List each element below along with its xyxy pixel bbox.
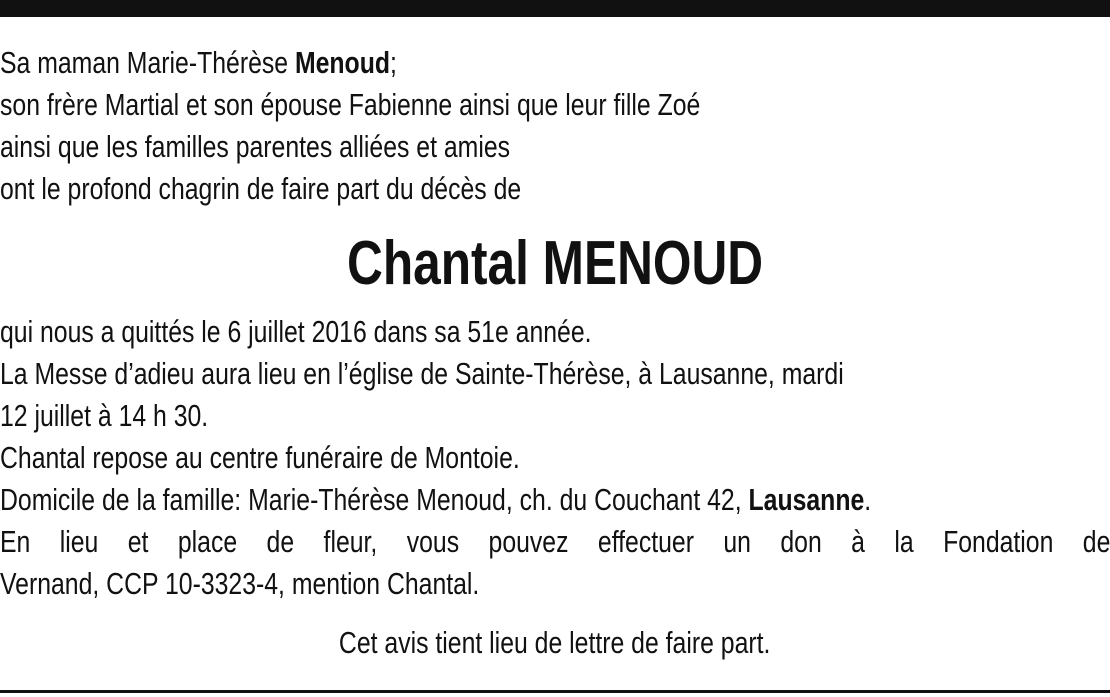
closing-text: Cet avis tient lieu de lettre de faire part. xyxy=(339,625,771,660)
deceased-name-block xyxy=(0,222,1110,306)
details-line-date: qui nous a quittés le 6 juillet 2016 dans sa 51e année. xyxy=(0,314,592,349)
intro-line-announcement: ont le profond chagrin de faire part du décès de xyxy=(0,171,522,206)
intro-line-brother: son frère Martial et son épouse Fabienne ainsi que leur fille Zoé xyxy=(0,87,701,122)
details-line-mass-time: 12 juillet à 14 h 30. xyxy=(0,398,209,433)
bottom-rule xyxy=(0,690,1110,693)
notice-details xyxy=(0,311,1110,605)
details-line-ccp: Vernand, CCP 10-3323-4, mention Chantal. xyxy=(0,566,480,601)
details-line-domicile: Domicile de la famille: Marie-Thérèse Menoud, ch. du Couchant 42, Lausanne. xyxy=(0,482,872,517)
notice-intro xyxy=(0,42,1110,210)
intro-line-mother: Sa maman Marie-Thérèse Menoud; xyxy=(0,45,397,80)
deceased-name: Chantal MENOUD xyxy=(346,229,764,298)
details-line-donation: En lieu et place de fleur, vous pouvez effectuer un don à la Fondation de xyxy=(0,524,1110,559)
domicile-city: Lausanne xyxy=(748,482,865,517)
top-rule xyxy=(0,0,1110,17)
details-line-mass: La Messe d’adieu aura lieu en l’église de Sainte-Thérèse, à Lausanne, mardi xyxy=(0,356,844,391)
intro-line-families: ainsi que les familles parentes alliées et amies xyxy=(0,129,511,164)
details-line-rest: Chantal repose au centre funéraire de Montoie. xyxy=(0,440,520,475)
closing-note xyxy=(0,622,1110,664)
mother-surname: Menoud xyxy=(294,45,390,80)
